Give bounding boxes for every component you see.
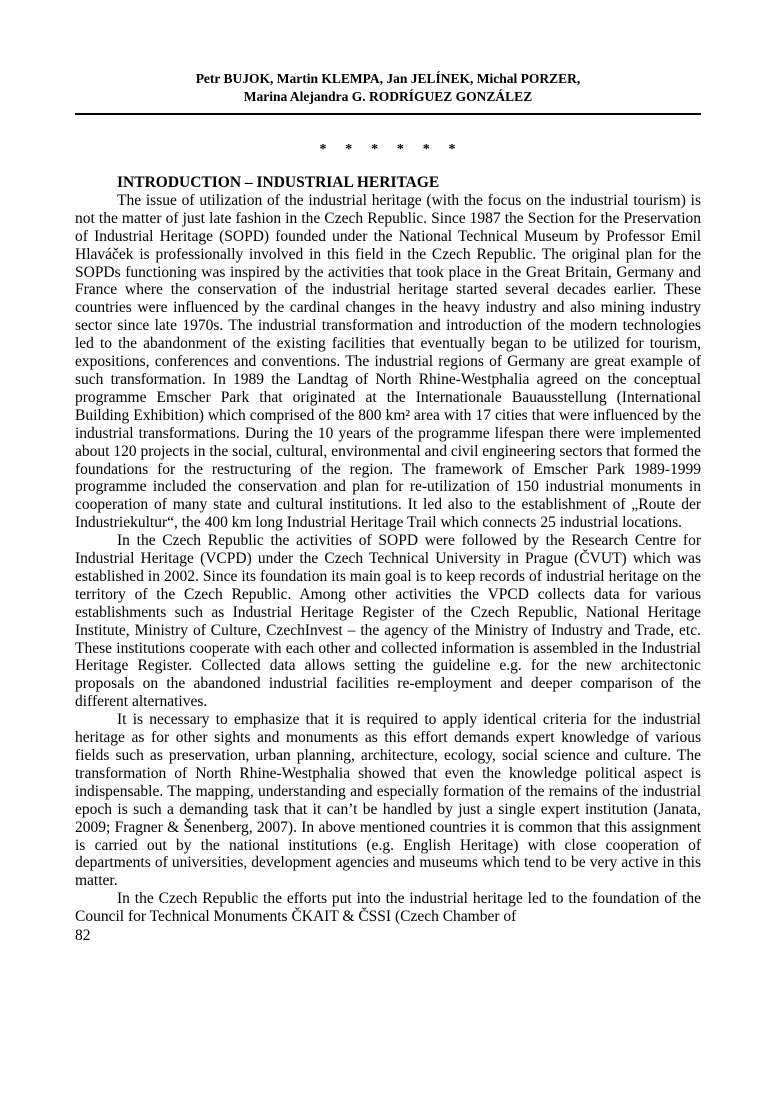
paragraph-3: It is necessary to emphasize that it is required to apply identical criteria for the industrial heritage as for other sights and monuments as this effort demands expert knowledge of various fields such as preservation, urban planning, architecture, ecology, social science and culture. The transformation of North Rhine-Westphalia showed that even the knowledge political aspect is indispensable. The mapping, understanding and especially formation of the remains of the industrial epoch is such a demanding task that it can’t be handled by just a single expert institution (Janata, 2009; Fragner & Šenenberg, 2007). In above mentioned countries it is common that this assignment is carried out by the national institutions (e.g. English Heritage) with close cooperation of departments of universities, development agencies and museums which tend to be very active in this matter. (75, 711, 701, 890)
authors-line-1: Petr BUJOK, Martin KLEMPA, Jan JELÍNEK, Michal PORZER, (195, 71, 581, 86)
paragraph-4: In the Czech Republic the efforts put into the industrial heritage led to the foundation of the Council for Technical Monuments ČKAIT & ČSSI (Czech Chamber of (75, 890, 701, 926)
author-header (75, 70, 701, 106)
paragraph-1: The issue of utilization of the industrial heritage (with the focus on the industrial tourism) is not the matter of just late fashion in the Czech Republic. Since 1987 the Section for the Preservation of Industrial Heritage (SOPD) founded under the National Technical Museum by Professor Emil Hlaváček is professionally involved in this field in the Czech Republic. The original plan for the SOPDs functioning was inspired by the activities that took place in the Great Britain, Germany and France where the conservation of the industrial heritage started several decades earlier. These countries were influenced by the cardinal changes in the heavy industry and also mining industry sector since late 1970s. The industrial transformation and introduction of the modern technologies led to the abandonment of the existing facilities that eventually began to be utilized for tourism, expositions, conferences and conventions. The industrial regions of Germany are great example of such transformation. In 1989 the Landtag of North Rhine-Westphalia agreed on the conceptual programme Emscher Park that originated at the Internationale Bauausstellung (International Building Exhibition) which comprised of the 800 km² area with 17 cities that were influenced by the industrial transformations. During the 10 years of the programme lifespan there were implemented about 120 projects in the social, cultural, environmental and civil engineering sectors that formed the foundations for the restructuring of the region. The framework of Emscher Park 1989-1999 programme included the conservation and plan for re-utilization of 150 industrial monuments in cooperation of many state and cultural institutions. It led also to the establishment of „Route der Industriekultur“, the 400 km long Industrial Heritage Trail which connects 25 industrial locations. (75, 191, 701, 532)
authors-line-2: Marina Alejandra G. RODRÍGUEZ GONZÁLEZ (243, 89, 533, 104)
header-rule (75, 113, 701, 115)
page-number: 82 (75, 927, 91, 945)
asterisk-separator: * * * * * * (319, 142, 457, 157)
section-heading: INTRODUCTION – INDUSTRIAL HERITAGE (117, 174, 440, 191)
paragraph-2: In the Czech Republic the activities of SOPD were followed by the Research Centre for Industrial Heritage (VCPD) under the Czech Technical University in Prague (ČVUT) which was established in 2002. Since its foundation its main goal is to keep records of industrial heritage on the territory of the Czech Republic. Among other activities the VPCD collects data for various establishments such as Industrial Heritage Register of the Czech Republic, National Heritage Institute, Ministry of Culture, CzechInvest – the agency of the Ministry of Industry and Trade, etc. These institutions cooperate with each other and collected information is assembled in the Industrial Heritage Register. Collected data allows setting the guideline e.g. for the new architectonic proposals on the abandoned industrial facilities re-employment and deeper comparison of the different alternatives. (75, 532, 701, 711)
